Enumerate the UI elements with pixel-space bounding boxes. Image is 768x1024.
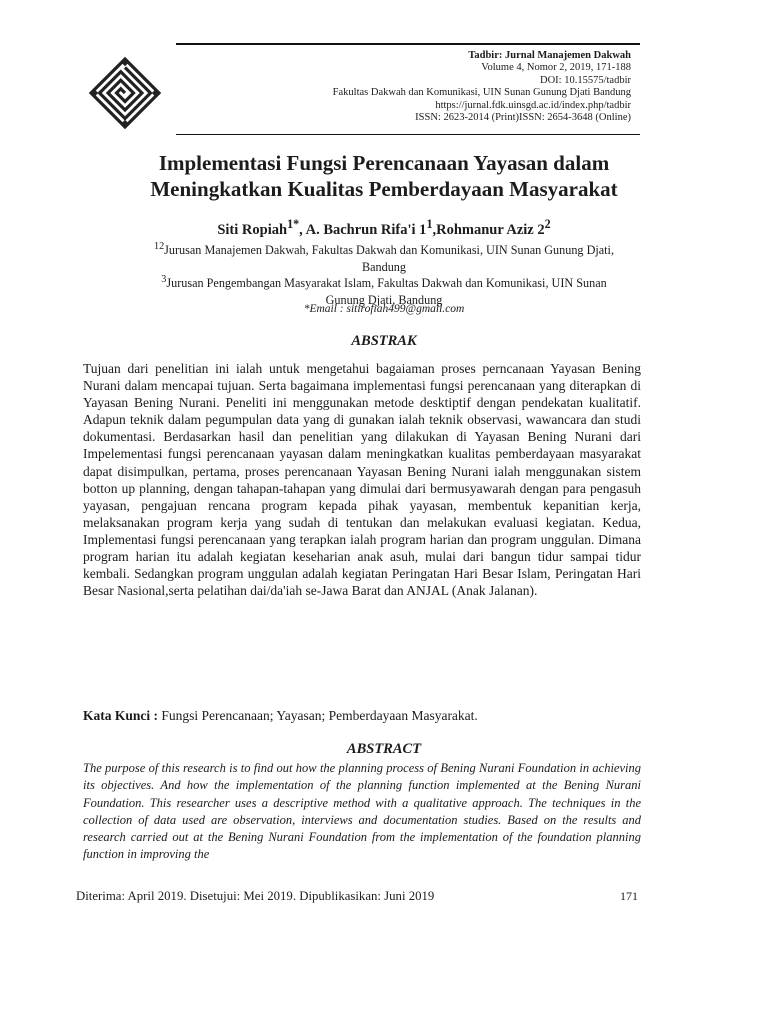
abstract-body: The purpose of this research is to find out how the planning process of Bening Nurani Foundation in achieving its objectives. And how the implementation of the planning function implemented at the Bening Nurani Foundation. This researcher uses a descriptive method with a qualitative approach. The techniques in the collection of data used are observation, interviews and documentation studies. Based on the results and research carried out at the Bening Nurani Foundation from the implementation of the foundation planning function in improving the: [83, 761, 641, 862]
abstract-heading: ABSTRACT: [346, 741, 422, 757]
header-top-rule: [176, 43, 640, 45]
footer-dates: Diterima: April 2019. Disetujui: Mei 2019. Dipublikasikan: Juni 2019: [76, 889, 435, 903]
affiliation-superscript: 3: [161, 274, 167, 285]
abstrak-body: Tujuan dari penelitian ini ialah untuk mengetahui bagaiaman proses perncanaan Yayasan Bening Nurani dalam mencapai tujuan. Serta bagaimana implementasi fungsi perencanaan yang diterapkan di Yayasan Bening Nurani. Peneliti ini menggunakan metode desktiptif dengan pendekatan kualitatif. Adapun teknik dalam pegumpulan data yang di gunakan ialah teknik observasi, wawancara dan studi dokumentasi. Berdasarkan hasil dan penelitian yang dilakukan di Yayasan Bening Nurani dari Impelementasi fungsi perencanaan yayasan dalam meningkatkan kualitas pemberdayaan masyarakat dapat disimpulkan, pertama, proses perencanaan Yayasan Bening Nurani ialah menggunakan sistem botton up planning, dengan tahapan-tahapan yang dimulai dari bermusyawarah dengan para pengasuh yayasan, pengajuan rencana program kepada pihak yayasan, membentuk kepanitian kerja, melaksanakan program kerja yang sudah di tentukan dan melakukan evaluasi kegiatan. Kedua, Implementasi fungsi perencanaan yang terapkan ialah program harian dan program unggulan. Dimana program harian itu adalah kegiatan keseharian anak asuh, mulai dari bangun tidur sampai tidur kembali. Sedangkan program unggulan adalah kegiatan Peringatan Hari Besar Islam, Peringatan Hari Besar Nasional,serta pelatihan dai/da'iah se-Jawa Barat dan ANJAL (Anak Jalanan).: [83, 361, 641, 599]
abstrak-heading: ABSTRAK: [351, 333, 417, 349]
author-name: Siti Ropiah: [217, 221, 288, 238]
journal-url[interactable]: https://jurnal.fdk.uinsgd.ac.id/index.php/tadbir: [435, 99, 631, 111]
journal-issn: ISSN: 2623-2014 (Print)ISSN: 2654-3648 (Online): [415, 112, 631, 124]
author-superscript: 2: [544, 217, 551, 231]
author-list: Siti Ropiah$^{1*}$, A. Bachrun Rifa'i $1^1,Rohmanur$ Aziz $2^2$: [217, 217, 551, 238]
affiliation-text: Bandung: [361, 260, 406, 275]
affiliation-text: Jurusan Manajemen Dakwah, Fakultas Dakwah dan Komunikasi, UIN Sunan Gunung Djati,: [164, 243, 614, 258]
kufic-square-logo-icon: [88, 56, 162, 130]
page-number: 171: [620, 889, 638, 903]
header-bottom-rule: [176, 134, 640, 135]
author-superscript: 1*: [287, 217, 300, 231]
article-title-line: Implementasi Fungsi Perencanaan Yayasan dalam: [158, 151, 610, 175]
author-name: A. Bachrun Rifa'i 1: [305, 221, 427, 238]
keywords-line: [83, 707, 683, 724]
article-title: [60, 150, 708, 202]
journal-info: [191, 50, 631, 124]
journal-volume: Volume 4, Nomor 2, 2019, 171-188: [481, 62, 631, 74]
affiliation-text: Jurusan Pengembangan Masyarakat Islam, Fakultas Dakwah dan Komunikasi, UIN Sunan: [166, 276, 607, 291]
author-superscript: 1: [426, 217, 433, 231]
journal-name: Tadbir: Jurnal Manajemen Dakwah: [468, 50, 631, 61]
keywords-text: Fungsi Perencanaan; Yayasan; Pemberdayaan Masyarakat.: [158, 708, 478, 723]
journal-faculty: Fakultas Dakwah dan Komunikasi, UIN Sunan Gunung Djati Bandung: [332, 87, 631, 99]
affiliation-text: Gunung Djati, Bandung: [325, 293, 443, 308]
keywords-label: Kata Kunci :: [83, 708, 159, 723]
affiliation-superscript: 12: [154, 241, 165, 252]
author-name: Rohmanur Aziz 2: [436, 221, 545, 238]
journal-doi: DOI: 10.15575/tadbir: [540, 74, 631, 86]
corresponding-email[interactable]: *Email : sitirofiah499@gmail.com: [303, 303, 465, 315]
article-title-line: Meningkatkan Kualitas Pemberdayaan Masyarakat: [150, 177, 618, 201]
